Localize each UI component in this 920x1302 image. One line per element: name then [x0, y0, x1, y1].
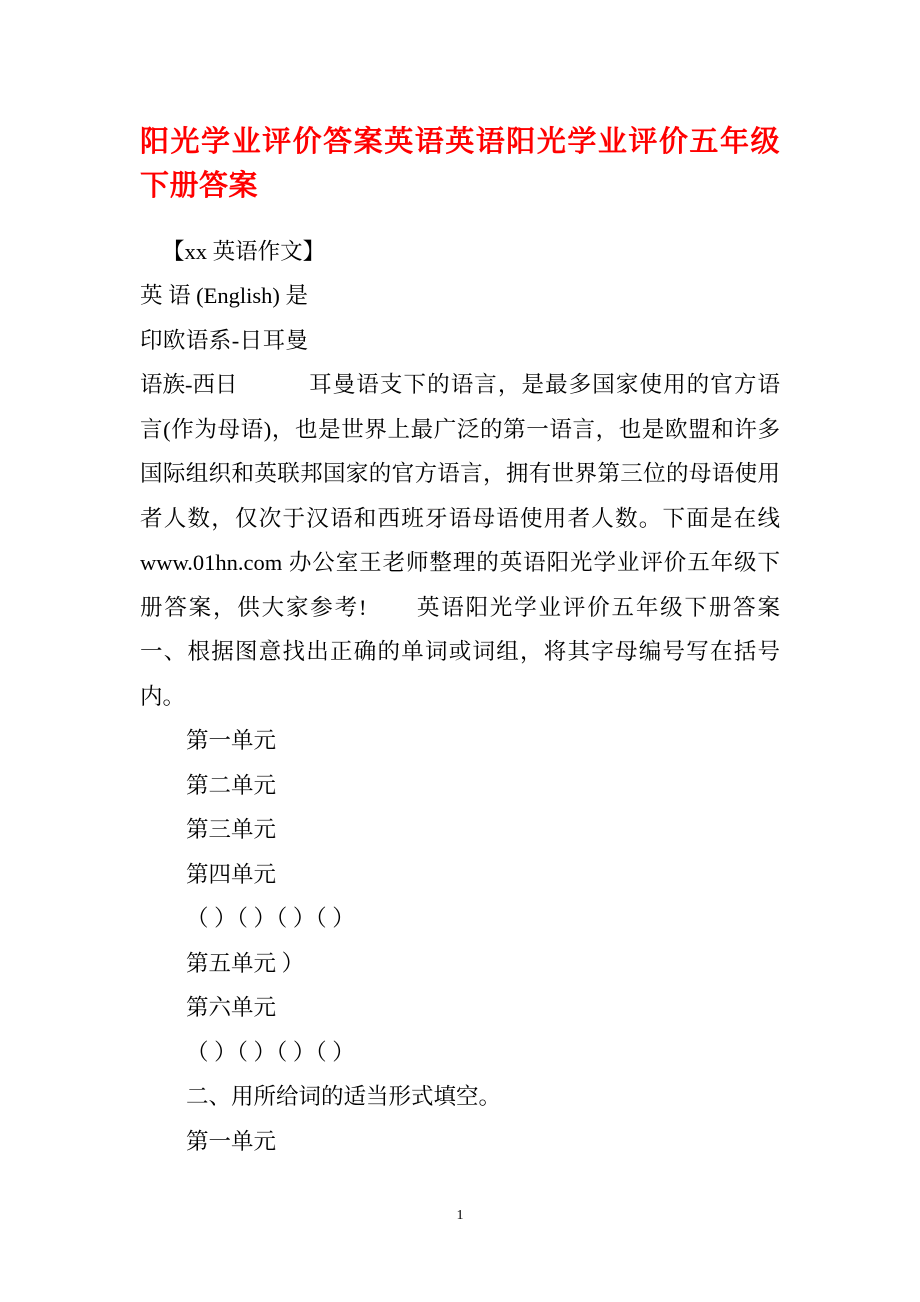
list-item: 第六单元: [186, 995, 277, 1020]
list-item: 二、用所给词的适当形式填空。: [186, 1084, 502, 1109]
bracket-heading: 【xx 英语作文】: [162, 239, 326, 264]
list-item: 第一单元: [186, 728, 277, 753]
list-item: 第二单元: [186, 772, 277, 798]
page-title: 阳光学业评价答案英语英语阳光学业评价五年级下册答案: [140, 126, 780, 202]
body-paragraph-lead: 英语(English)是印欧语系-日耳曼语族-西日: [140, 283, 308, 397]
list-item: 第五单元 ）: [186, 950, 305, 976]
page-number: 1: [456, 1208, 464, 1223]
body-paragraph-rest: 耳曼语支下的语言，是最多国家使用的官方语言(作为母语)，也是世界上最广泛的第一语言，也是欧盟和许多国际组织和英联邦国家的官方语言，拥有世界第三位的母语使用者人数，仅次于汉语和西班牙语母语使用者人数。下面是在线 www.01hn.com 办公室王老师整理的英语阳光学业评价五年级下册答案，供大家参考! 英语阳光学业评价五年级下册答案 一、根据图意找出正确的单词或词组，将其字母编号写在括号内。: [140, 372, 871, 709]
list-item: 第一单元: [186, 1128, 277, 1154]
body-paragraph: [140, 274, 871, 719]
list-item: 第三单元: [186, 817, 277, 842]
list-item: 第四单元: [186, 861, 277, 887]
list-item: （ ）（ ）（ ）（ ）: [186, 906, 355, 931]
list-item: （ ）（ ）（ ）（ ）: [186, 1039, 355, 1065]
